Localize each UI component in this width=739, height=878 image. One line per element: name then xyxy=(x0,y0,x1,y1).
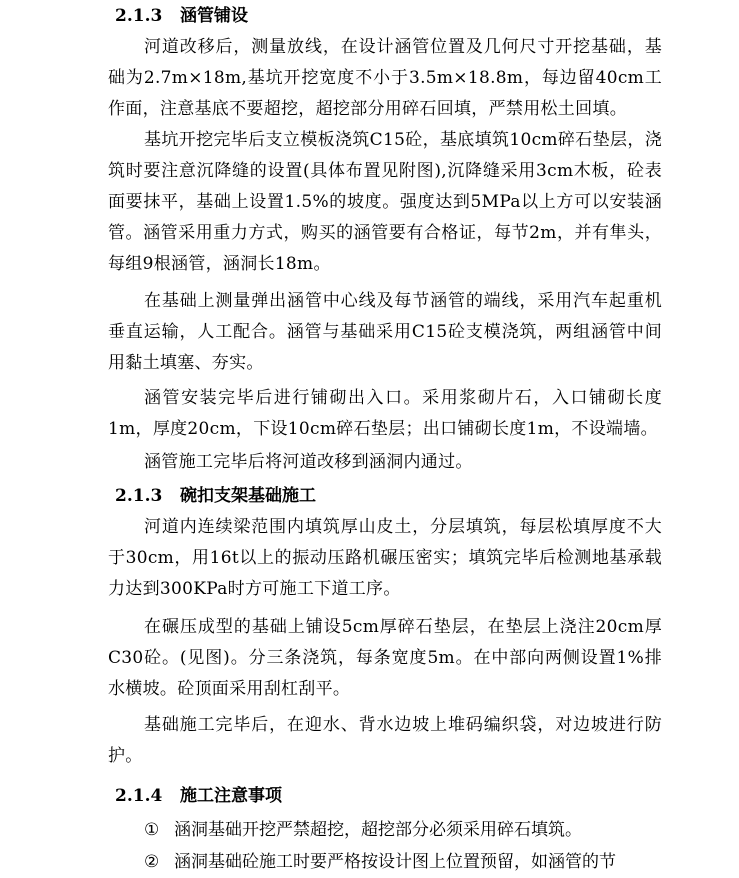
list-item-text: 涵洞基础砼施工时要严格按设计图上位置预留，如涵管的节 xyxy=(174,852,616,872)
section-heading xyxy=(0,480,739,512)
paragraph: 在碾压成型的基础上铺设5cm厚碎石垫层，在垫层上浇注20cm厚C30砼。(见图)。分三条浇筑，每条宽度5m。在中部向两侧设置1%排水横坡。砼顶面采用刮杠刮平。 xyxy=(108,617,662,699)
list-item xyxy=(144,846,616,878)
list-item-text: 涵洞基础开挖严禁超挖，超挖部分必须采用碎石填筑。 xyxy=(174,820,582,840)
paragraph: 在基础上测量弹出涵管中心线及每节涵管的端线，采用汽车起重机垂直运输，人工配合。涵管与基础采用C15砼支模浇筑，两组涵管中间用黏土填塞、夯实。 xyxy=(108,291,662,373)
paragraph: 涵管施工完毕后将河道改移到涵洞内通过。 xyxy=(144,452,473,472)
section-title: 碗扣支架基础施工 xyxy=(180,486,316,506)
list-item xyxy=(144,814,582,846)
section-heading xyxy=(0,780,739,812)
section-title: 涵管铺设 xyxy=(180,6,248,26)
section-number: 2.1.3 xyxy=(115,6,163,26)
section-title: 施工注意事项 xyxy=(180,786,282,806)
list-item-mark: ② xyxy=(144,852,160,872)
paragraph: 涵管安装完毕后进行铺砌出入口。采用浆砌片石，入口铺砌长度1m，厚度20cm，下设10cm碎石垫层；出口铺砌长度1m，不设端墙。 xyxy=(108,388,662,439)
paragraph: 基坑开挖完毕后支立模板浇筑C15砼，基底填筑10cm碎石垫层，浇筑时要注意沉降缝的设置(具体布置见附图),沉降缝采用3cm木板，砼表面要抹平，基础上设置1.5%的坡度。强度达到5MPa以上方可以安装涵管。涵管采用重力方式，购买的涵管要有合格证，每节2m，并有隼头，每组9根涵管，涵洞长18m。 xyxy=(108,130,662,274)
section-heading xyxy=(0,0,739,32)
list-item-mark: ① xyxy=(144,820,160,840)
paragraph: 河道改移后，测量放线，在设计涵管位置及几何尺寸开挖基础，基础为2.7m×18m,基坑开挖宽度不小于3.5m×18.8m，每边留40cm工作面，注意基底不要超挖，超挖部分用碎石回填，严禁用松土回填。 xyxy=(108,37,662,119)
paragraph: 基础施工完毕后，在迎水、背水边坡上堆码编织袋，对边坡进行防护。 xyxy=(108,715,662,766)
section-number: 2.1.4 xyxy=(115,786,163,806)
section-number: 2.1.3 xyxy=(115,486,163,506)
paragraph: 河道内连续梁范围内填筑厚山皮土，分层填筑，每层松填厚度不大于30cm，用16t以上的振动压路机碾压密实；填筑完毕后检测地基承载力达到300KPa时方可施工下道工序。 xyxy=(108,517,662,599)
